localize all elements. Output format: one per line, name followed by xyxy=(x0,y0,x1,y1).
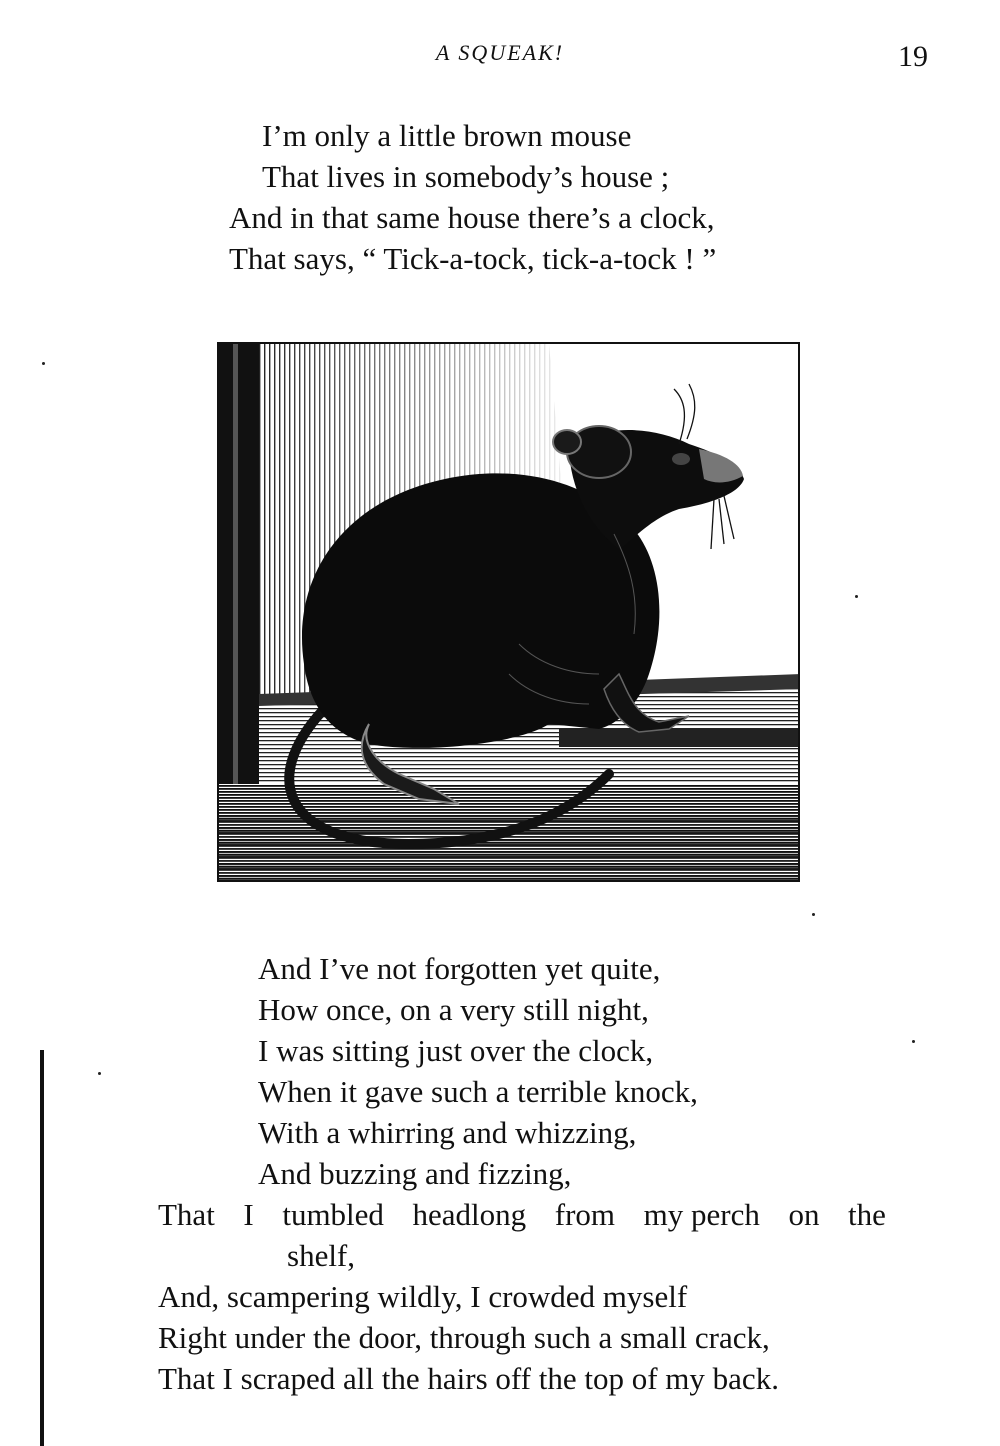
word: the xyxy=(848,1197,886,1232)
poem-line: With a whirring and whizzing, xyxy=(258,1115,637,1150)
poem-line: I was sitting just over the clock, xyxy=(258,1033,654,1068)
word: headlong xyxy=(412,1197,527,1232)
poem-line-continuation: shelf, xyxy=(287,1238,356,1273)
mouse-illustration xyxy=(217,342,800,882)
scan-speck xyxy=(98,1072,101,1075)
poem-line: That lives in somebody’s house ; xyxy=(262,159,670,194)
word: That xyxy=(158,1197,215,1232)
word: tumbled xyxy=(282,1197,384,1232)
word: I xyxy=(243,1197,254,1232)
poem-line: That says, “ Tick-a-tock, tick-a-tock ! ” xyxy=(229,241,717,276)
poem-line-justified xyxy=(158,1199,886,1230)
poem-line: That I scraped all the hairs off the top of my back. xyxy=(158,1361,779,1396)
word: from xyxy=(554,1197,616,1232)
word: my perch xyxy=(643,1197,760,1232)
running-head: A SQUEAK! xyxy=(435,40,565,65)
poem-line: And I’ve not forgotten yet quite, xyxy=(258,951,661,986)
word: on xyxy=(788,1197,820,1232)
scan-speck xyxy=(42,362,45,365)
page-number: 19 xyxy=(898,40,928,73)
margin-scan-line xyxy=(40,1050,44,1446)
scan-speck xyxy=(812,913,815,916)
poem-line: When it gave such a terrible knock, xyxy=(258,1074,698,1109)
poem-line: And, scampering wildly, I crowded myself xyxy=(158,1279,688,1314)
scan-speck xyxy=(912,1040,915,1043)
poem-line: I’m only a little brown mouse xyxy=(262,118,632,153)
scan-speck xyxy=(855,595,858,598)
poem-line: How once, on a very still night, xyxy=(258,992,649,1027)
poem-line: Right under the door, through such a small crack, xyxy=(158,1320,770,1355)
poem-line: And in that same house there’s a clock, xyxy=(229,200,715,235)
poem-line: And buzzing and fizzing, xyxy=(258,1156,572,1191)
